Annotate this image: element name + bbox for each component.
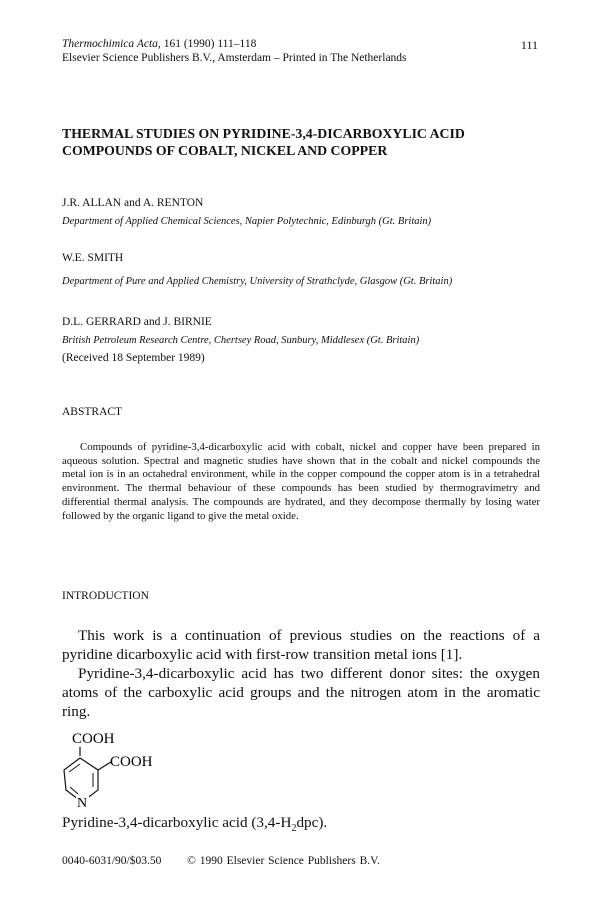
cooh-label-top: COOH <box>72 731 115 747</box>
title-line-2: COMPOUNDS OF COBALT, NICKEL AND COPPER <box>62 143 388 158</box>
publisher-line: Elsevier Science Publishers B.V., Amsterdam – Printed in The Netherlands <box>62 52 407 64</box>
caption-subscript: 2 <box>291 823 297 835</box>
paper-title <box>62 125 542 159</box>
journal-name: Thermochimica Acta, <box>62 38 161 50</box>
intro-paragraph-1: This work is a continuation of previous studies on the reactions of a pyridine dicarboxylic acid with first-row transition metal ions [1]. <box>62 627 540 663</box>
author-names-3: D.L. GERRARD and J. BIRNIE <box>62 316 212 328</box>
footer <box>62 855 380 867</box>
affiliation-1: Department of Applied Chemical Sciences, Napier Polytechnic, Edinburgh (Gt. Britain) <box>62 216 432 227</box>
nitrogen-label: N <box>77 796 88 808</box>
author-names-2: W.E. SMITH <box>62 252 124 264</box>
abstract-text: Compounds of pyridine-3,4-dicarboxylic acid with cobalt, nickel and copper have been prepared in aqueous solution. Spectral and magnetic studies have shown that in the cobalt and nickel compounds the metal ion is in an octahedral environment, while in the copper compound the copper atom is in a tetrahedral environment. The thermal behaviour of these compounds has been studied by thermogravimetry and differential thermal analysis. The compounds are hydrated, and they decompose thermally by losing water followed by the organic ligand to give the metal oxide. <box>62 441 540 522</box>
affiliation-2: Department of Pure and Applied Chemistry, University of Strathclyde, Glasgow (Gt. Britain) <box>62 276 453 287</box>
running-header <box>62 38 256 50</box>
intro-paragraph-2: Pyridine-3,4-dicarboxylic acid has two different donor sites: the oxygen atoms of the carboxylic acid groups and the nitrogen atom in the aromatic ring. <box>62 665 540 720</box>
caption-text-end: dpc). <box>296 814 328 831</box>
abstract-heading: ABSTRACT <box>62 406 123 418</box>
author-names-1: J.R. ALLAN and A. RENTON <box>62 197 204 209</box>
introduction-heading: INTRODUCTION <box>62 590 149 602</box>
cooh-label-right: COOH <box>110 754 153 770</box>
issn-code: 0040-6031/90/$03.50 <box>62 855 162 867</box>
title-line-1: THERMAL STUDIES ON PYRIDINE-3,4-DICARBOXYLIC ACID <box>62 126 465 141</box>
ring-double-bonds <box>69 764 93 794</box>
copyright-line: © 1990 Elsevier Science Publishers B.V. <box>187 855 380 867</box>
affiliation-3: British Petroleum Research Centre, Chertsey Road, Sunbury, Middlesex (Gt. Britain) <box>62 335 420 346</box>
introduction-body <box>62 626 540 721</box>
pyridine-structure-diagram <box>62 726 192 808</box>
caption-text: Pyridine-3,4-dicarboxylic acid (3,4-H <box>62 814 292 831</box>
structure-caption <box>62 814 327 834</box>
citation: 161 (1990) 111–118 <box>163 38 257 50</box>
received-date: (Received 18 September 1989) <box>62 352 205 364</box>
page-number: 111 <box>520 38 538 52</box>
